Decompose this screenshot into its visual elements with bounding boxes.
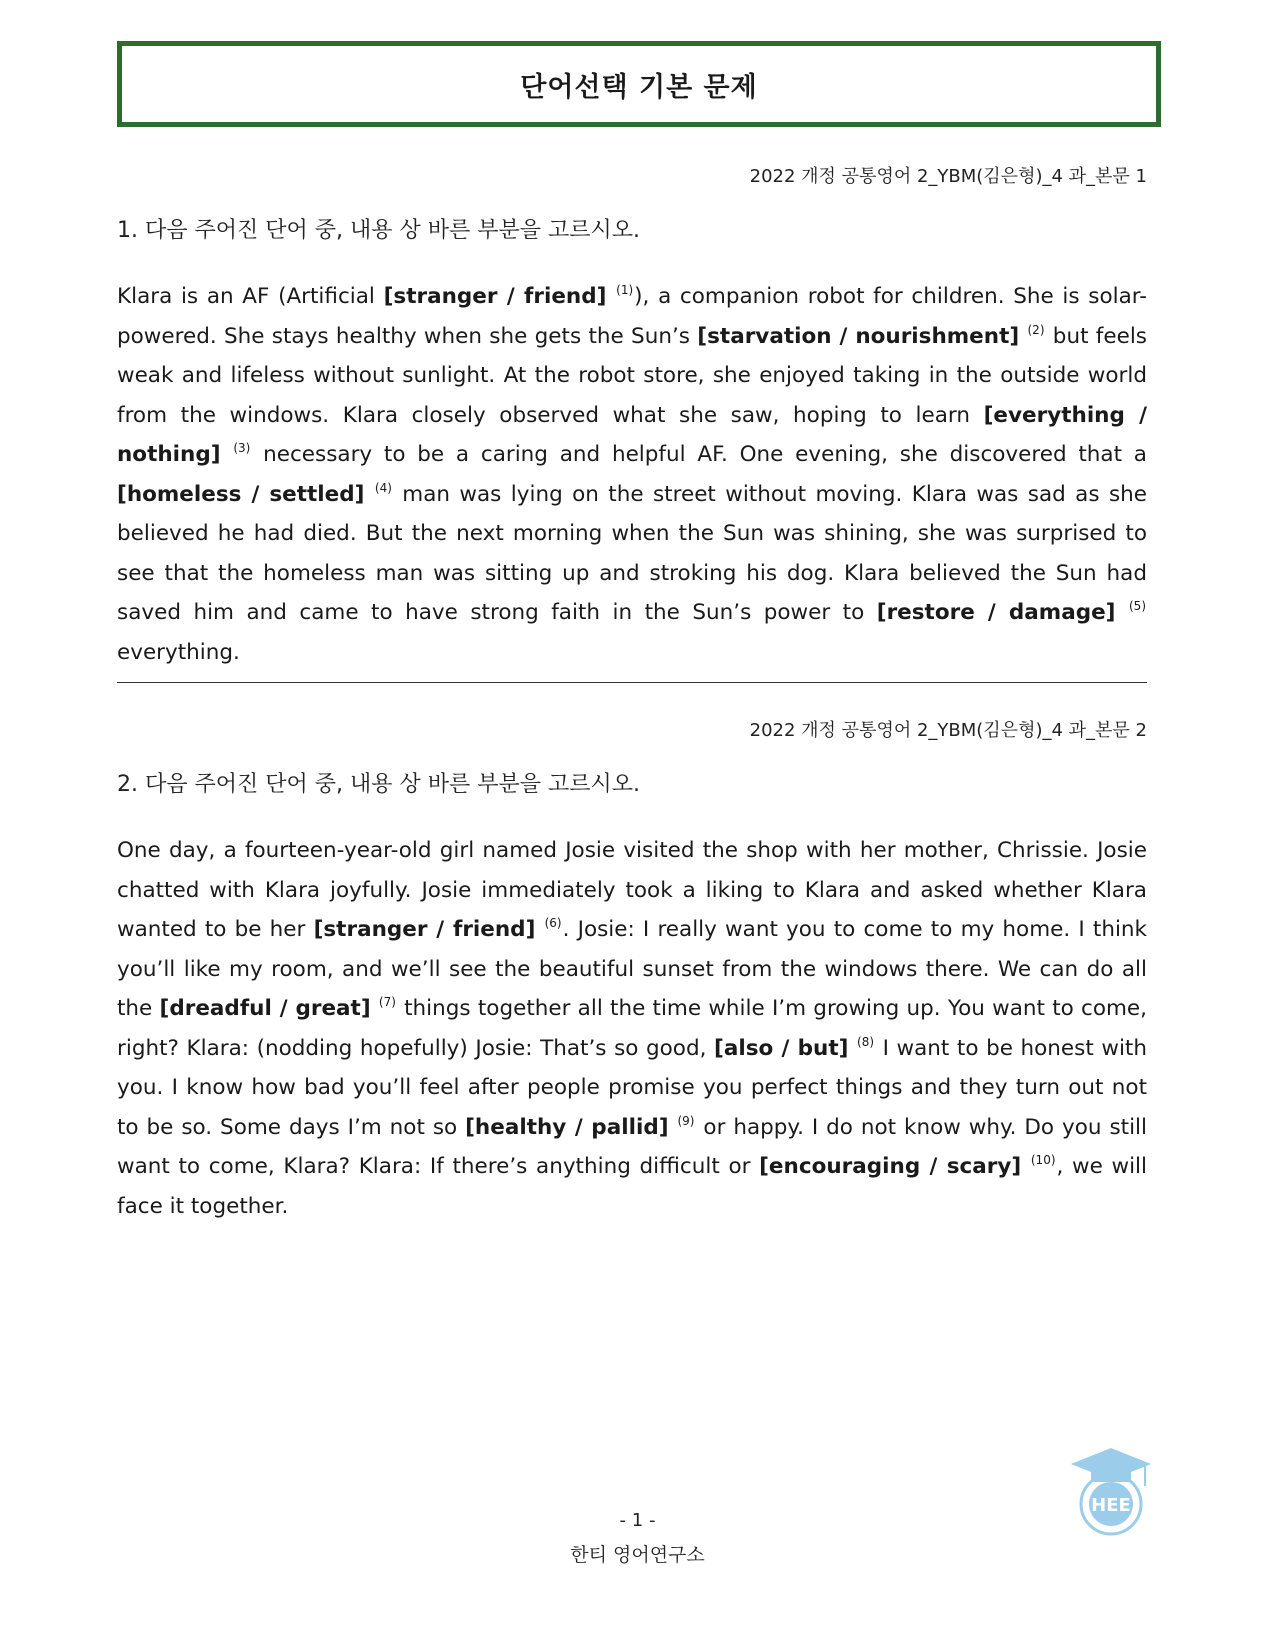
choice-number-2: (2) <box>1027 322 1045 337</box>
question-1: 1. 다음 주어진 단어 중, 내용 상 바른 부분을 고르시오. <box>117 218 640 243</box>
passage-2 <box>117 831 1147 1226</box>
passage-text: or happy. I do not know why. Do you still want to come, Klara? Klara: If there’s anything difficult or <box>117 1114 1147 1179</box>
choice-1[interactable]: [stranger / friend] <box>383 284 607 309</box>
choice-10[interactable]: [encouraging / scary] <box>759 1154 1022 1179</box>
passage-text: everything. <box>117 639 240 665</box>
choice-8[interactable]: [also / but] <box>714 1035 849 1061</box>
choice-number-7: (7) <box>378 995 396 1009</box>
choice-3[interactable]: [everything / nothing] <box>117 402 1147 467</box>
choice-number-3: (3) <box>233 441 251 455</box>
passage-text: One day, a fourteen-year-old girl named Josie visited the shop with her mother, Chrissie. Josie chatted with Klara joyfully. Josie immediately took a liking to Klara and asked whether Klara wanted to be her <box>117 838 1147 942</box>
passage-text: , we will face it together. <box>117 1154 1147 1219</box>
question-2: 2. 다음 주어진 단어 중, 내용 상 바른 부분을 고르시오. <box>117 772 640 797</box>
choice-4[interactable]: [homeless / settled] <box>117 481 365 507</box>
choice-number-8: (8) <box>857 1034 875 1049</box>
passage-text: necessary to be a caring and helpful AF. One evening, she discovered that a <box>251 442 1147 467</box>
passage-text: I want to be honest with you. I know how bad you’ll feel after people promise you perfect things and they turn out not to be so. Some days I’m not so <box>117 1035 1147 1140</box>
choice-5[interactable]: [restore / damage] <box>876 600 1116 625</box>
publisher-name: 한티 영어연구소 <box>570 1544 705 1566</box>
passage-text: but feels weak and lifeless without sunlight. At the robot store, she enjoyed taking in the outside world from the windows. Klara closely observed what she saw, hoping to learn <box>117 323 1148 428</box>
choice-number-1: (1) <box>616 283 634 297</box>
choice-6[interactable]: [stranger / friend] <box>313 917 536 942</box>
passage-text: . Josie: I really want you to come to my home. I think you’ll like my room, and we’ll see the beautiful sunset from the windows there. We can do all the <box>117 917 1148 1021</box>
passage-text: ), a companion robot for children. She is solar-powered. She stays healthy when she gets the Sun’s <box>117 284 1147 349</box>
choice-number-4: (4) <box>374 480 392 495</box>
source-label-2: 2022 개정 공통영어 2_YBM(김은형)_4 과_본문 2 <box>749 720 1147 741</box>
choice-number-9: (9) <box>677 1113 695 1128</box>
title-box <box>117 41 1161 127</box>
graduation-cap-icon <box>1071 1448 1151 1486</box>
passage-text: Klara is an AF (Artificial <box>117 284 384 309</box>
choice-number-5: (5) <box>1129 599 1146 613</box>
source-label-1: 2022 개정 공통영어 2_YBM(김은형)_4 과_본문 1 <box>749 166 1147 187</box>
choice-number-6: (6) <box>544 916 562 930</box>
logo-text: HEE <box>1091 1495 1131 1516</box>
page-title: 단어선택 기본 문제 <box>520 71 758 103</box>
passage-1 <box>117 277 1147 672</box>
passage-text: man was lying on the street without moving. Klara was sad as she believed he had died. But the next morning when the Sun was shining, she was surprised to see that the homeless man was sitting up and stroking his dog. Klara believed the Sun had saved him and came to have strong faith in the Sun’s power to <box>117 481 1148 625</box>
page-number: - 1 - <box>619 1510 656 1531</box>
choice-9[interactable]: [healthy / pallid] <box>465 1114 669 1140</box>
choice-7[interactable]: [dreadful / great] <box>159 996 371 1021</box>
section-divider <box>117 682 1147 683</box>
choice-2[interactable]: [starvation / nourishment] <box>697 323 1020 349</box>
passage-text: things together all the time while I’m growing up. You want to come, right? Klara: (nodding hopefully) Josie: That’s so good, <box>117 996 1147 1061</box>
choice-number-10: (10) <box>1030 1153 1056 1167</box>
